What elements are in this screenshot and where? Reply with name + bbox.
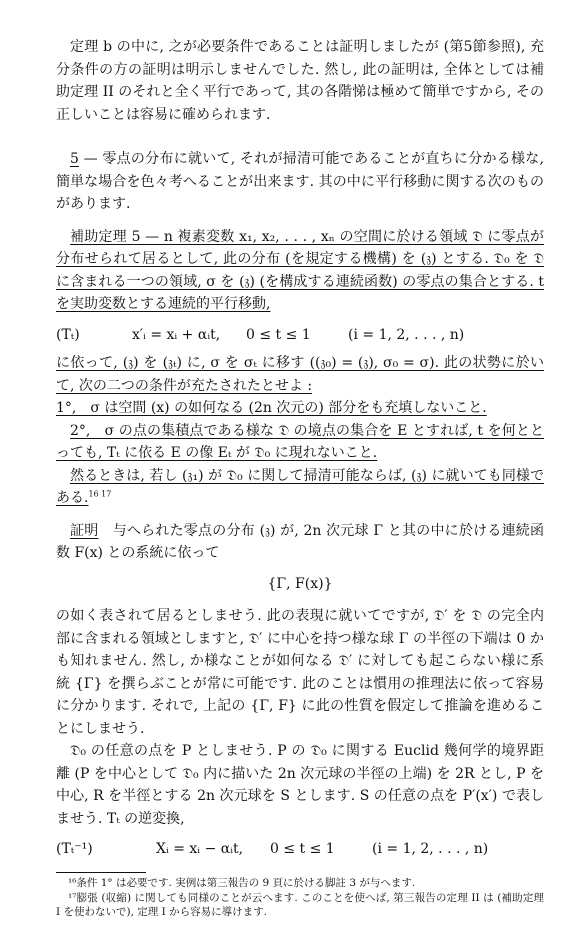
equation-range: 0 ≤ t ≤ 1 xyxy=(246,326,311,343)
equation-translation xyxy=(56,324,544,347)
footnote-16: ¹⁶条件 1° は必要です. 実例は第三報告の 9 頁に於ける脚註 3 が与へます. xyxy=(68,877,416,889)
equation-condition: (i = 1, 2, . . . , n) xyxy=(348,326,465,343)
distance-paragraph: 𝔇₀ の任意の点を P としませう. P の 𝔇₀ に関する Euclid 幾何学的境界距離 (P を中心として 𝔇₀ 内に描いた 2n 次元球の半徑の上端) を 2R とし, P を中心, R を半徑とする 2n 次元球を S とします. S の任意の点を P′(x′) で表しませう. Tₜ の逆変換, xyxy=(56,743,544,827)
condition-1-text: 1°, σ は空間 (x) の如何なる (2n 次元の) 部分をも充填しないこと. xyxy=(56,400,487,416)
proof-text: 与へられた零点の分布 (𝔷) が, 2n 次元球 Γ と其の中に於ける連続函数 F(x) との系統に依って xyxy=(56,522,545,561)
equation-body: Xᵢ = xᵢ − αᵢt, xyxy=(156,841,244,857)
section-number: 5 xyxy=(70,151,79,167)
equation-inverse xyxy=(56,838,544,861)
condition-2 xyxy=(56,420,544,465)
intro-paragraph: 定理 b の中に, 之が必要条件であることは証明しましたが (第5節参照), 充分条件の方の証明は明示しませんでした. 然し, 此の証明は, 全体としては補助定理 II のそれと全く平行であって, 其の各階悌は極めて簡単ですから, その正しいことは容易に確められます. xyxy=(56,39,544,123)
system-equation: {Γ, F(x)} xyxy=(267,575,333,592)
section-5-text: — 零点の分布に就いて, それが掃清可能であることが直ちに分かる様な, 簡単な場合を色々考へることが出来ます. 其の中に平行移動に関する次のものがあります. xyxy=(56,151,544,212)
equation-condition: (i = 1, 2, . . . , n) xyxy=(372,841,489,857)
footnote-rule xyxy=(56,872,146,873)
condition-1 xyxy=(56,397,544,420)
page-body xyxy=(56,36,544,867)
equation-body: x′ᵢ = xᵢ + αᵢt, xyxy=(132,326,221,343)
proof-paragraph xyxy=(56,520,544,565)
proof-label: 証明 xyxy=(70,522,99,539)
equation-tag: (Tₜ⁻¹) xyxy=(56,841,93,857)
equation-tag: (Tₜ) xyxy=(56,326,80,343)
lemma-continuation-text: に依って, (𝔷) を (𝔷ₜ) に, σ を σₜ に移す ((𝔷₀) = (𝔷), σ₀ = σ). 此の状勢に於いて, 次の二つの条件が充たされたとせよ : xyxy=(56,355,544,394)
lemma-conclusion xyxy=(56,465,544,510)
section-5-paragraph xyxy=(56,148,544,216)
condition-2-text: 2°, σ の点の集積点である様な 𝔇 の境点の集合を E とすれば, t を何ととっても, Tₜ に依る E の像 Eₜ が 𝔇₀ に現れないこと. xyxy=(56,422,544,461)
lemma-statement xyxy=(56,226,544,316)
lemma-text: 補助定理 5 — n 複素変数 x₁, x₂, . . . , xₙ の空間に於ける領域 𝔇 に零点が分布せられて居るとして, 此の分布 (を規定する機構) を (𝔷) とする. 𝔇₀ を 𝔇 に含まれる一つの領域, σ を (𝔷) (を構成する連続函数) の零点の集合とする. t を実助変数とする連続的平行移動, xyxy=(56,228,544,312)
conclusion-text: 然るときは, 若し (𝔷₁) が 𝔇₀ に関して掃清可能ならば, (𝔷) に就いても同様である. xyxy=(56,467,544,506)
representation-paragraph: の如く表されて居るとしませう. 此の表現に就いてですが, 𝔇′ を 𝔇 の完全内部に含まれる領域としますと, 𝔇′ に中心を持つ様な球 Γ の半徑の下端は 0 かも知れません. 然し, か様なことが如何なる 𝔇′ に対しても起こらない様に系統 {Γ} を撰らぶことが常に可能です. 此のことは慣用の推理法に依って容易に分かります. それで, 上記の {Γ, F} に此の性質を假定して推論を進めることにしませう. xyxy=(56,608,544,737)
lemma-continuation xyxy=(56,352,544,397)
footnote-17: ¹⁷膨張 (収縮) に関しても同様のことが云へます. このことを使へば, 第三報告の定理 II は (補助定理 I を使わないで), 定理 I から容易に導けます. xyxy=(56,892,544,918)
footnote-refs: 16 17 xyxy=(88,489,112,499)
equation-range: 0 ≤ t ≤ 1 xyxy=(270,841,335,857)
